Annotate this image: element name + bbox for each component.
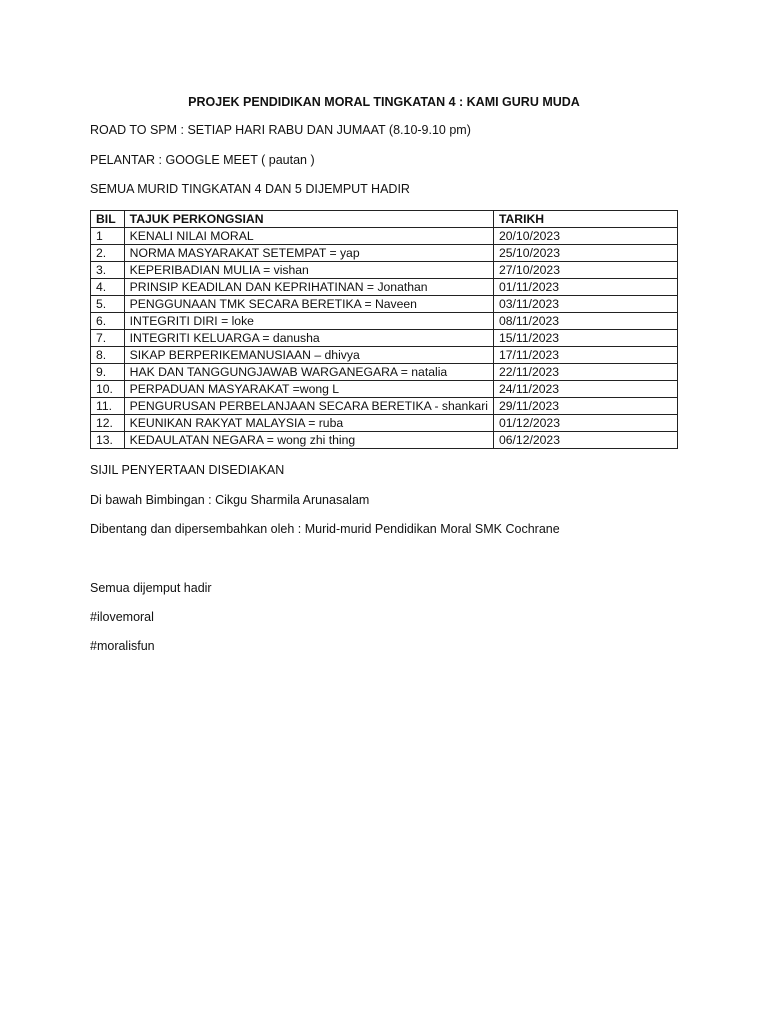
row-topic: NORMA MASYARAKAT SETEMPAT = yap xyxy=(124,245,493,262)
row-topic: PERPADUAN MASYARAKAT =wong L xyxy=(124,381,493,398)
table-row xyxy=(91,347,678,364)
platform-line: PELANTAR : GOOGLE MEET ( pautan ) xyxy=(90,153,315,167)
row-date: 08/11/2023 xyxy=(493,313,677,330)
document-title: PROJEK PENDIDIKAN MORAL TINGKATAN 4 : KAMI GURU MUDA xyxy=(188,95,580,109)
row-bil: 3. xyxy=(91,262,125,279)
row-date: 06/12/2023 xyxy=(493,432,677,449)
row-topic: PENGURUSAN PERBELANJAAN SECARA BERETIKA - shankari xyxy=(124,398,493,415)
row-topic: KEUNIKAN RAKYAT MALAYSIA = ruba xyxy=(124,415,493,432)
row-topic: HAK DAN TANGGUNGJAWAB WARGANEGARA = natalia xyxy=(124,364,493,381)
row-topic: KEDAULATAN NEGARA = wong zhi thing xyxy=(124,432,493,449)
row-bil: 9. xyxy=(91,364,125,381)
row-bil: 2. xyxy=(91,245,125,262)
row-bil: 10. xyxy=(91,381,125,398)
invite-line: SEMUA MURID TINGKATAN 4 DAN 5 DIJEMPUT HADIR xyxy=(90,182,410,196)
table-header-row xyxy=(91,211,678,228)
table-row xyxy=(91,398,678,415)
presented-line: Dibentang dan dipersembahkan oleh : Murid-murid Pendidikan Moral SMK Cochrane xyxy=(90,522,560,536)
certificate-line: SIJIL PENYERTAAN DISEDIAKAN xyxy=(90,463,285,477)
row-date: 03/11/2023 xyxy=(493,296,677,313)
row-date: 01/11/2023 xyxy=(493,279,677,296)
row-date: 22/11/2023 xyxy=(493,364,677,381)
row-date: 25/10/2023 xyxy=(493,245,677,262)
table-row xyxy=(91,279,678,296)
row-topic: SIKAP BERPERIKEMANUSIAAN – dhivya xyxy=(124,347,493,364)
row-topic: PRINSIP KEADILAN DAN KEPRIHATINAN = Jonathan xyxy=(124,279,493,296)
row-bil: 11. xyxy=(91,398,125,415)
table-row xyxy=(91,364,678,381)
row-topic: KENALI NILAI MORAL xyxy=(124,228,493,245)
row-bil: 8. xyxy=(91,347,125,364)
table-row xyxy=(91,228,678,245)
hashtag: #moralisfun xyxy=(90,639,155,653)
table-row xyxy=(91,262,678,279)
row-date: 15/11/2023 xyxy=(493,330,677,347)
schedule-table xyxy=(90,210,678,449)
row-date: 17/11/2023 xyxy=(493,347,677,364)
guidance-line: Di bawah Bimbingan : Cikgu Sharmila Arunasalam xyxy=(90,493,370,507)
schedule-line: ROAD TO SPM : SETIAP HARI RABU DAN JUMAAT (8.10-9.10 pm) xyxy=(90,123,471,137)
row-topic: PENGGUNAAN TMK SECARA BERETIKA = Naveen xyxy=(124,296,493,313)
header-bil: BIL xyxy=(91,211,125,228)
row-bil: 12. xyxy=(91,415,125,432)
row-date: 24/11/2023 xyxy=(493,381,677,398)
row-bil: 5. xyxy=(91,296,125,313)
row-date: 01/12/2023 xyxy=(493,415,677,432)
row-bil: 6. xyxy=(91,313,125,330)
row-date: 20/10/2023 xyxy=(493,228,677,245)
table-row xyxy=(91,245,678,262)
closing-line: Semua dijemput hadir xyxy=(90,581,212,595)
table-row xyxy=(91,330,678,347)
row-bil: 4. xyxy=(91,279,125,296)
table-row xyxy=(91,381,678,398)
row-bil: 7. xyxy=(91,330,125,347)
row-topic: INTEGRITI DIRI = loke xyxy=(124,313,493,330)
row-bil: 1 xyxy=(91,228,125,245)
header-date: TARIKH xyxy=(493,211,677,228)
row-topic: KEPERIBADIAN MULIA = vishan xyxy=(124,262,493,279)
row-topic: INTEGRITI KELUARGA = danusha xyxy=(124,330,493,347)
row-bil: 13. xyxy=(91,432,125,449)
row-date: 27/10/2023 xyxy=(493,262,677,279)
row-date: 29/11/2023 xyxy=(493,398,677,415)
header-topic: TAJUK PERKONGSIAN xyxy=(124,211,493,228)
table-row xyxy=(91,313,678,330)
table-row xyxy=(91,432,678,449)
table-row xyxy=(91,415,678,432)
table-row xyxy=(91,296,678,313)
hashtag: #ilovemoral xyxy=(90,610,154,624)
